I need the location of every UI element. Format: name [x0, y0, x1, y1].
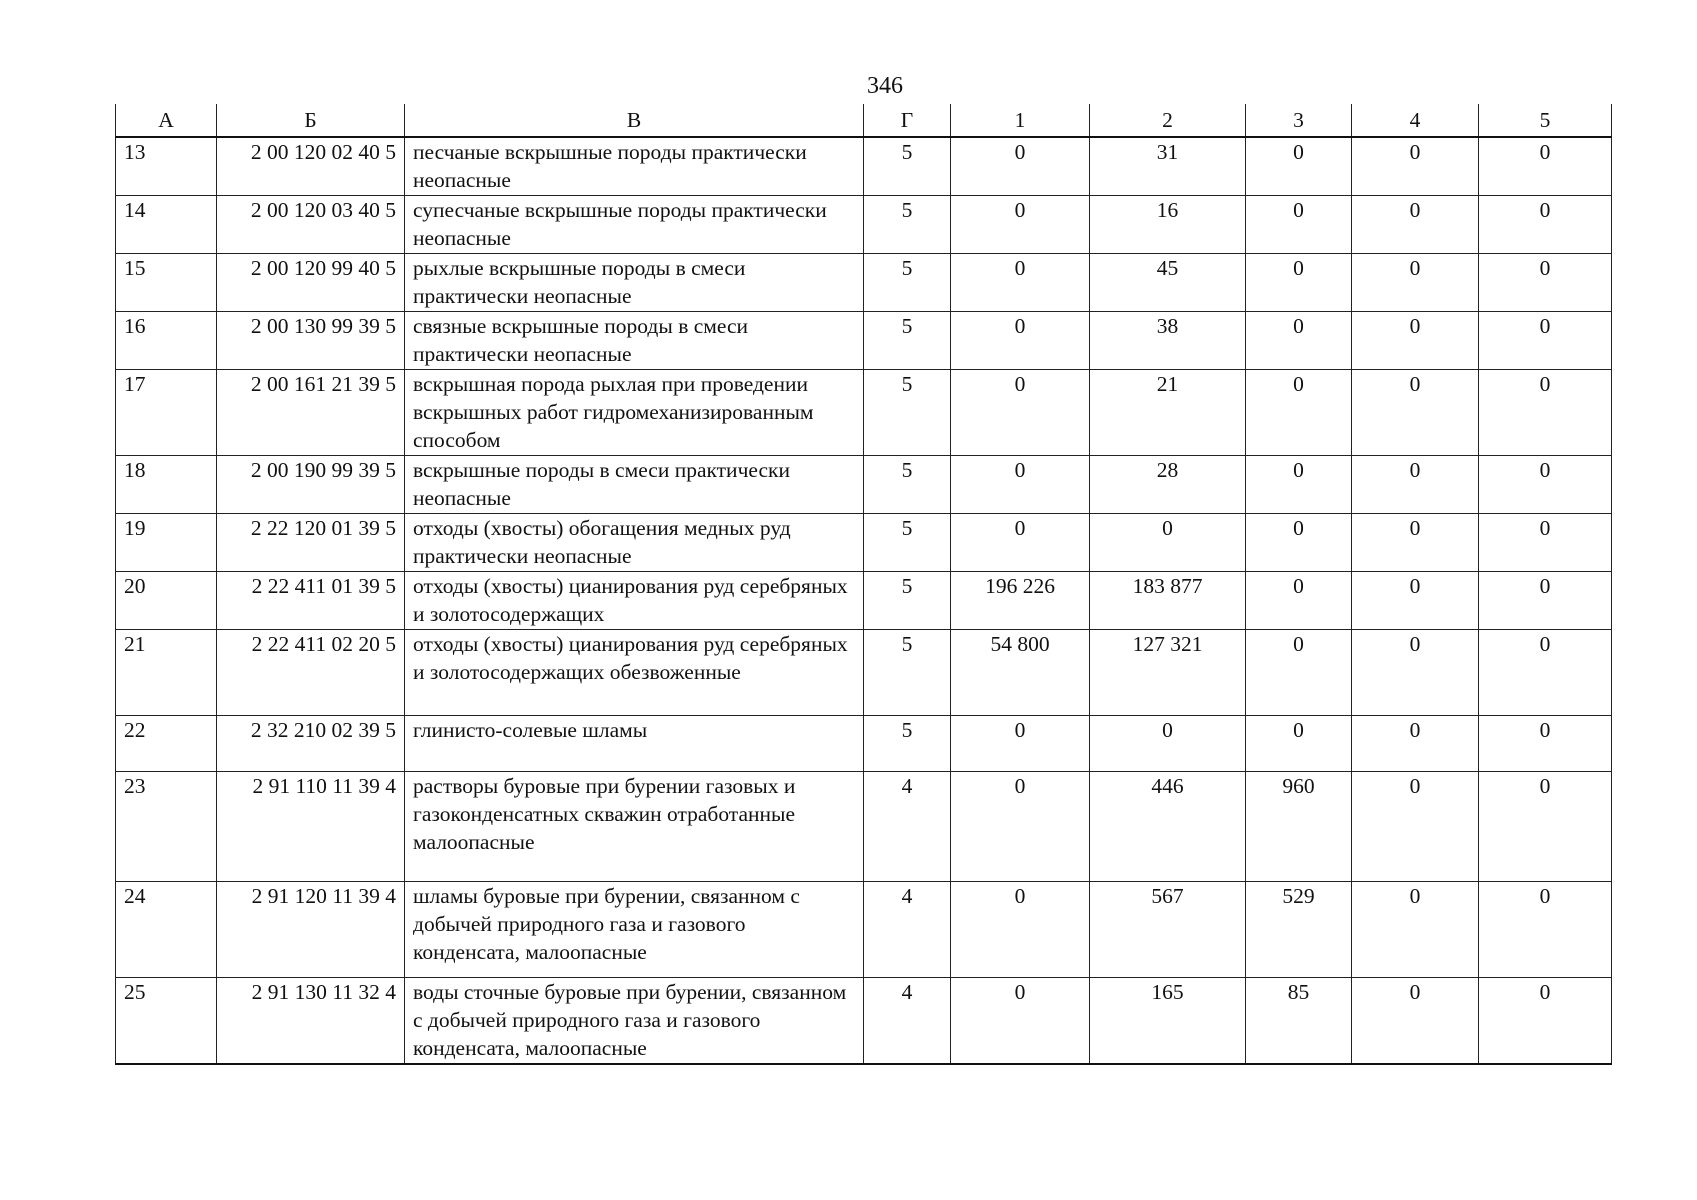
- waste-code: 2 91 130 11 32 4: [217, 978, 405, 1065]
- value-col-4: 0: [1352, 572, 1479, 630]
- waste-name: связные вскрышные породы в смеси практически неопасные: [405, 312, 864, 370]
- hazard-class: 5: [864, 137, 951, 196]
- waste-name: отходы (хвосты) цианирования руд серебряных и золотосодержащих: [405, 572, 864, 630]
- waste-code: 2 32 210 02 39 5: [217, 716, 405, 772]
- value-col-5: 0: [1479, 137, 1612, 196]
- value-col-3: 85: [1246, 978, 1352, 1065]
- column-header-v: В: [405, 104, 864, 137]
- waste-code: 2 22 411 01 39 5: [217, 572, 405, 630]
- value-col-5: 0: [1479, 882, 1612, 978]
- table-row: [116, 772, 1612, 882]
- row-number: 15: [116, 254, 217, 312]
- value-col-3: 0: [1246, 630, 1352, 716]
- value-col-3: 0: [1246, 137, 1352, 196]
- value-col-3: 0: [1246, 514, 1352, 572]
- value-col-1: 196 226: [951, 572, 1090, 630]
- value-col-4: 0: [1352, 254, 1479, 312]
- value-col-2: 127 321: [1090, 630, 1246, 716]
- table-row: [116, 196, 1612, 254]
- table-row: [116, 978, 1612, 1065]
- value-col-1: 0: [951, 137, 1090, 196]
- value-col-1: 0: [951, 978, 1090, 1065]
- value-col-4: 0: [1352, 882, 1479, 978]
- value-col-2: 28: [1090, 456, 1246, 514]
- row-number: 18: [116, 456, 217, 514]
- row-number: 25: [116, 978, 217, 1065]
- value-col-4: 0: [1352, 514, 1479, 572]
- waste-code: 2 91 120 11 39 4: [217, 882, 405, 978]
- value-col-4: 0: [1352, 196, 1479, 254]
- hazard-class: 5: [864, 572, 951, 630]
- value-col-2: 0: [1090, 716, 1246, 772]
- waste-name: рыхлые вскрышные породы в смеси практически неопасные: [405, 254, 864, 312]
- table-row: [116, 312, 1612, 370]
- table-row: [116, 572, 1612, 630]
- value-col-5: 0: [1479, 456, 1612, 514]
- waste-code: 2 00 120 02 40 5: [217, 137, 405, 196]
- waste-code: 2 22 411 02 20 5: [217, 630, 405, 716]
- value-col-2: 446: [1090, 772, 1246, 882]
- value-col-4: 0: [1352, 137, 1479, 196]
- waste-code: 2 00 120 99 40 5: [217, 254, 405, 312]
- table-row: [116, 882, 1612, 978]
- value-col-4: 0: [1352, 716, 1479, 772]
- waste-name: шламы буровые при бурении, связанном с добычей природного газа и газового конденсата, малоопасные: [405, 882, 864, 978]
- row-number: 22: [116, 716, 217, 772]
- value-col-2: 16: [1090, 196, 1246, 254]
- value-col-3: 0: [1246, 370, 1352, 456]
- value-col-3: 0: [1246, 572, 1352, 630]
- row-number: 13: [116, 137, 217, 196]
- waste-code: 2 00 190 99 39 5: [217, 456, 405, 514]
- value-col-5: 0: [1479, 572, 1612, 630]
- hazard-class: 5: [864, 630, 951, 716]
- value-col-5: 0: [1479, 312, 1612, 370]
- value-col-3: 0: [1246, 456, 1352, 514]
- value-col-4: 0: [1352, 772, 1479, 882]
- page-number: 346: [867, 73, 903, 99]
- waste-name: супесчаные вскрышные породы практически неопасные: [405, 196, 864, 254]
- value-col-5: 0: [1479, 772, 1612, 882]
- row-number: 23: [116, 772, 217, 882]
- hazard-class: 5: [864, 370, 951, 456]
- hazard-class: 4: [864, 978, 951, 1065]
- table-row: [116, 514, 1612, 572]
- value-col-3: 960: [1246, 772, 1352, 882]
- value-col-5: 0: [1479, 630, 1612, 716]
- value-col-2: 0: [1090, 514, 1246, 572]
- row-number: 24: [116, 882, 217, 978]
- waste-name: вскрышные породы в смеси практически неопасные: [405, 456, 864, 514]
- row-number: 17: [116, 370, 217, 456]
- value-col-1: 0: [951, 772, 1090, 882]
- table-row: [116, 716, 1612, 772]
- hazard-class: 4: [864, 882, 951, 978]
- waste-table: [115, 104, 1612, 1065]
- value-col-2: 31: [1090, 137, 1246, 196]
- value-col-3: 0: [1246, 312, 1352, 370]
- column-header-g: Г: [864, 104, 951, 137]
- waste-name: песчаные вскрышные породы практически неопасные: [405, 137, 864, 196]
- value-col-2: 45: [1090, 254, 1246, 312]
- waste-code: 2 00 161 21 39 5: [217, 370, 405, 456]
- table-row: [116, 254, 1612, 312]
- value-col-1: 0: [951, 456, 1090, 514]
- waste-name: отходы (хвосты) обогащения медных руд практически неопасные: [405, 514, 864, 572]
- value-col-1: 54 800: [951, 630, 1090, 716]
- value-col-1: 0: [951, 312, 1090, 370]
- table-row: [116, 456, 1612, 514]
- value-col-3: 0: [1246, 196, 1352, 254]
- waste-code: 2 22 120 01 39 5: [217, 514, 405, 572]
- value-col-5: 0: [1479, 370, 1612, 456]
- value-col-1: 0: [951, 254, 1090, 312]
- hazard-class: 5: [864, 514, 951, 572]
- hazard-class: 5: [864, 456, 951, 514]
- row-number: 19: [116, 514, 217, 572]
- column-header-5: 5: [1479, 104, 1612, 137]
- table-row: [116, 137, 1612, 196]
- column-header-a: А: [116, 104, 217, 137]
- row-number: 20: [116, 572, 217, 630]
- value-col-3: 0: [1246, 254, 1352, 312]
- waste-name: растворы буровые при бурении газовых и газоконденсатных скважин отработанные малоопасные: [405, 772, 864, 882]
- waste-name: глинисто-солевые шламы: [405, 716, 864, 772]
- column-header-4: 4: [1352, 104, 1479, 137]
- value-col-1: 0: [951, 370, 1090, 456]
- value-col-4: 0: [1352, 456, 1479, 514]
- column-header-2: 2: [1090, 104, 1246, 137]
- waste-name: вскрышная порода рыхлая при проведении вскрышных работ гидромеханизированным способом: [405, 370, 864, 456]
- row-number: 21: [116, 630, 217, 716]
- value-col-4: 0: [1352, 978, 1479, 1065]
- value-col-4: 0: [1352, 312, 1479, 370]
- value-col-1: 0: [951, 196, 1090, 254]
- waste-code: 2 00 120 03 40 5: [217, 196, 405, 254]
- hazard-class: 4: [864, 772, 951, 882]
- column-header-b: Б: [217, 104, 405, 137]
- value-col-3: 0: [1246, 716, 1352, 772]
- value-col-5: 0: [1479, 196, 1612, 254]
- value-col-4: 0: [1352, 370, 1479, 456]
- value-col-3: 529: [1246, 882, 1352, 978]
- value-col-5: 0: [1479, 514, 1612, 572]
- row-number: 16: [116, 312, 217, 370]
- hazard-class: 5: [864, 312, 951, 370]
- table-row: [116, 370, 1612, 456]
- column-header-1: 1: [951, 104, 1090, 137]
- value-col-1: 0: [951, 882, 1090, 978]
- waste-name: воды сточные буровые при бурении, связанном с добычей природного газа и газового конденсата, малоопасные: [405, 978, 864, 1065]
- waste-code: 2 91 110 11 39 4: [217, 772, 405, 882]
- value-col-5: 0: [1479, 254, 1612, 312]
- value-col-1: 0: [951, 514, 1090, 572]
- value-col-2: 38: [1090, 312, 1246, 370]
- waste-code: 2 00 130 99 39 5: [217, 312, 405, 370]
- column-header-3: 3: [1246, 104, 1352, 137]
- header-row: [116, 104, 1612, 137]
- value-col-5: 0: [1479, 978, 1612, 1065]
- value-col-4: 0: [1352, 630, 1479, 716]
- value-col-2: 21: [1090, 370, 1246, 456]
- value-col-2: 567: [1090, 882, 1246, 978]
- table-row: [116, 630, 1612, 716]
- hazard-class: 5: [864, 196, 951, 254]
- value-col-2: 183 877: [1090, 572, 1246, 630]
- value-col-1: 0: [951, 716, 1090, 772]
- value-col-5: 0: [1479, 716, 1612, 772]
- hazard-class: 5: [864, 254, 951, 312]
- waste-name: отходы (хвосты) цианирования руд серебряных и золотосодержащих обезвоженные: [405, 630, 864, 716]
- row-number: 14: [116, 196, 217, 254]
- value-col-2: 165: [1090, 978, 1246, 1065]
- hazard-class: 5: [864, 716, 951, 772]
